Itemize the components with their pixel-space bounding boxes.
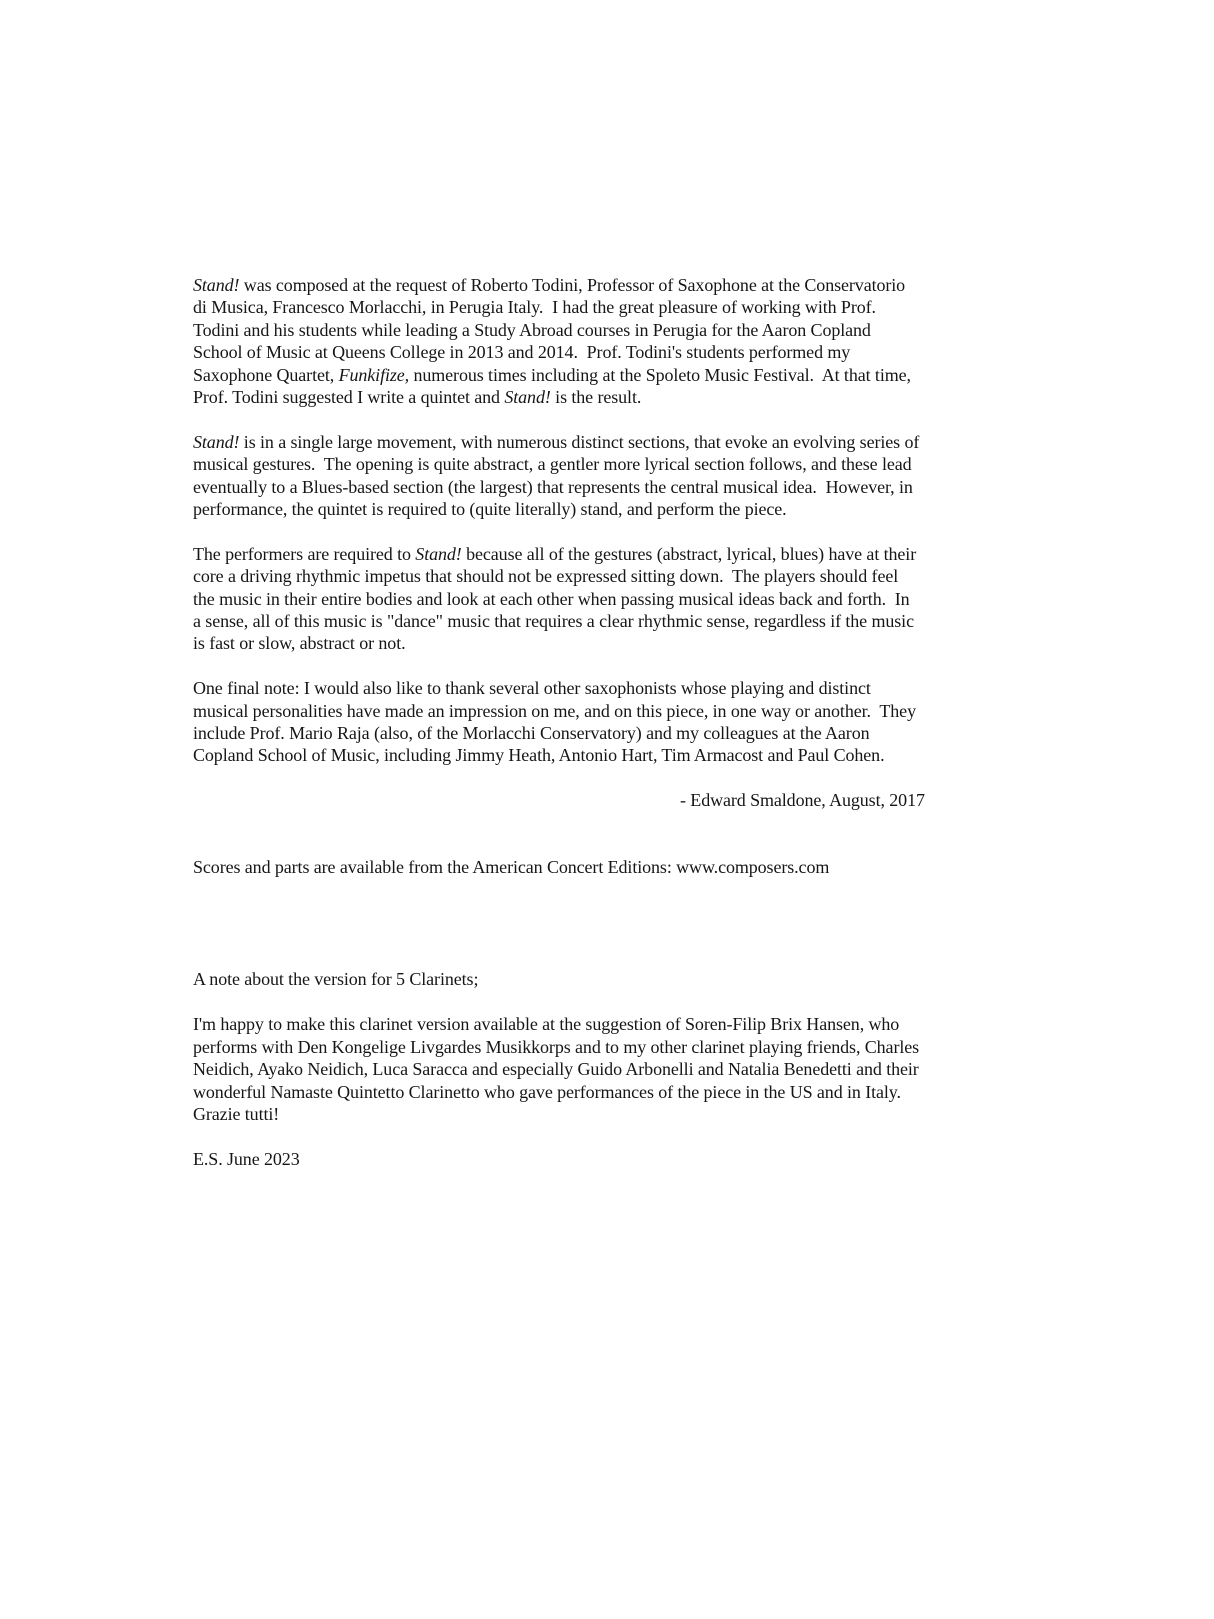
text-line: School of Music at Queens College in 2013 and 2014. Prof. Todini's students performed my bbox=[193, 342, 851, 363]
text-line: Grazie tutti! bbox=[193, 1103, 280, 1124]
clarinet-paragraph bbox=[193, 1013, 1053, 1125]
text-line: One final note: I would also like to thank several other saxophonists whose playing and distinct bbox=[193, 678, 871, 699]
text-line: musical personalities have made an impression on me, and on this piece, in one way or another. They bbox=[193, 700, 916, 721]
text-line bbox=[193, 364, 1053, 386]
text-line: is fast or slow, abstract or not. bbox=[193, 633, 406, 654]
work-title-italic: Stand! bbox=[504, 387, 551, 408]
paragraph-structure bbox=[193, 431, 1053, 521]
clarinet-heading: A note about the version for 5 Clarinets; bbox=[193, 969, 479, 990]
text-segment: Scores and parts are available from the American Concert Editions: bbox=[193, 857, 677, 878]
closing-line: E.S. June 2023 bbox=[193, 1148, 300, 1169]
text-segment: is the result. bbox=[550, 387, 642, 408]
paragraph-origin bbox=[193, 274, 1053, 408]
text-segment: Prof. Todini suggested I write a quintet and bbox=[193, 387, 505, 408]
text-line: core a driving rhythmic impetus that should not be expressed sitting down. The players should feel bbox=[193, 566, 899, 587]
paragraph-performers bbox=[193, 543, 1053, 655]
program-note bbox=[193, 274, 1053, 1170]
text-line: performance, the quintet is required to (quite literally) stand, and perform the piece. bbox=[193, 499, 787, 520]
text-segment: Saxophone Quartet, bbox=[193, 364, 339, 385]
signature-line: - Edward Smaldone, August, 2017 bbox=[680, 790, 925, 811]
text-line: eventually to a Blues-based section (the largest) that represents the central musical idea. However, in bbox=[193, 476, 913, 497]
text-segment: was composed at the request of Roberto Todini, Professor of Saxophone at the Conservatorio bbox=[239, 275, 906, 295]
text-segment: The performers are required to bbox=[193, 543, 416, 564]
text-line: Todini and his students while leading a Study Abroad courses in Perugia for the Aaron Copland bbox=[193, 319, 871, 340]
work-title-italic: Stand! bbox=[193, 275, 240, 295]
text-line: a sense, all of this music is "dance" music that requires a clear rhythmic sense, regardless if the music bbox=[193, 611, 914, 632]
text-line: Copland School of Music, including Jimmy Heath, Antonio Hart, Tim Armacost and Paul Cohen. bbox=[193, 745, 885, 766]
website-url: www.composers.com bbox=[676, 857, 830, 878]
work-title-italic: Funkifize, bbox=[338, 364, 410, 385]
availability-line bbox=[193, 856, 1053, 878]
text-segment: numerous times including at the Spoleto Music Festival. At that time, bbox=[409, 364, 911, 385]
paragraph-thanks bbox=[193, 677, 1053, 767]
text-line bbox=[193, 543, 1053, 565]
text-line: performs with Den Kongelige Livgardes Musikkorps and to my other clarinet playing friends, Charles bbox=[193, 1036, 920, 1057]
text-line: wonderful Namaste Quintetto Clarinetto who gave performances of the piece in the US and in Italy. bbox=[193, 1081, 901, 1102]
text-line: Neidich, Ayako Neidich, Luca Saracca and especially Guido Arbonelli and Natalia Benedetti and their bbox=[193, 1059, 919, 1080]
text-line: musical gestures. The opening is quite abstract, a gentler more lyrical section follows, and these lead bbox=[193, 454, 912, 475]
text-segment: because all of the gestures (abstract, lyrical, blues) have at their bbox=[461, 543, 917, 564]
text-line bbox=[193, 274, 1053, 296]
work-title-italic: Stand! bbox=[193, 431, 240, 452]
text-line: di Musica, Francesco Morlacchi, in Perugia Italy. I had the great pleasure of working with Prof. bbox=[193, 297, 876, 318]
text-segment: is in a single large movement, with numerous distinct sections, that evoke an evolving series of bbox=[239, 431, 920, 452]
text-line bbox=[193, 431, 1053, 453]
text-line: the music in their entire bodies and look at each other when passing musical ideas back and forth. In bbox=[193, 588, 910, 609]
work-title-italic: Stand! bbox=[415, 543, 462, 564]
text-line bbox=[193, 386, 1053, 408]
text-line: I'm happy to make this clarinet version available at the suggestion of Soren-Filip Brix Hansen, who bbox=[193, 1014, 900, 1035]
text-line: include Prof. Mario Raja (also, of the Morlacchi Conservatory) and my colleagues at the Aaron bbox=[193, 723, 870, 744]
